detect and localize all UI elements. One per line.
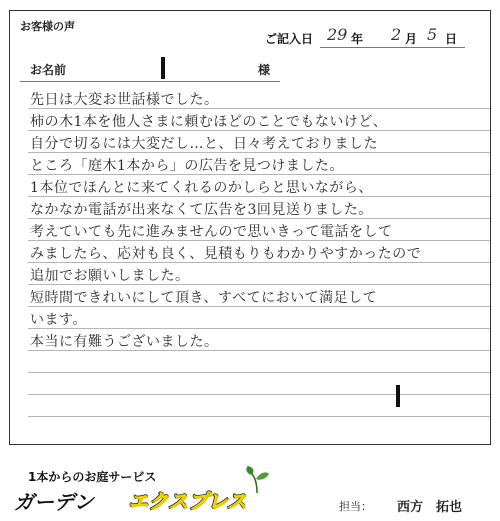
letter-line: 短時間できれいにして頂き、すべてにおいて満足して bbox=[30, 290, 378, 306]
letter-line: 1本位でほんとに来てくれるのかしらと思いながら、 bbox=[30, 180, 373, 196]
staff-name: 西方 拓也 bbox=[397, 500, 463, 515]
name-suffix: 様 bbox=[258, 63, 271, 77]
letter-line: ところ「庭木1本から」の広告を見つけました。 bbox=[30, 158, 344, 174]
letter-line: 先日は大変お世話様でした。 bbox=[30, 92, 219, 108]
brand-name-express-text: エクスプレス bbox=[128, 489, 247, 513]
date-underline bbox=[320, 47, 465, 48]
testimonial-card bbox=[9, 10, 491, 445]
letter-line: みましたら、応対も良く、見積もりもわかりやすかったので bbox=[30, 246, 422, 262]
name-redaction-bar bbox=[161, 57, 165, 79]
letter-line: 柿の木1本を他人さまに頼むほどのことでもないけど、 bbox=[30, 114, 388, 130]
date-year-unit: 年 bbox=[351, 32, 364, 46]
date-label: ご記入日 bbox=[265, 32, 314, 46]
date-field bbox=[265, 25, 465, 49]
date-year: 29 bbox=[327, 25, 348, 44]
ruled-line bbox=[28, 328, 490, 329]
date-month: 2 bbox=[391, 25, 402, 44]
letter-line: 追加でお願いしました。 bbox=[30, 268, 190, 284]
ruled-line bbox=[28, 394, 490, 395]
letter-line: 本当に有難うございました。 bbox=[30, 334, 219, 350]
company-footer bbox=[0, 450, 500, 521]
name-label: お名前 bbox=[30, 63, 67, 77]
date-day: 5 bbox=[427, 25, 438, 44]
date-day-unit: 日 bbox=[445, 32, 458, 46]
letter-line: なかなか電話が出来なくて広告を3回見送りました。 bbox=[30, 202, 373, 218]
card-title: お客様の声 bbox=[20, 20, 75, 33]
name-field bbox=[20, 57, 280, 81]
ruled-line bbox=[28, 372, 490, 373]
date-month-unit: 月 bbox=[405, 32, 418, 46]
signature-redaction-bar bbox=[396, 385, 400, 407]
staff-label: 担当： bbox=[339, 500, 372, 513]
ruled-line bbox=[28, 416, 490, 417]
leaf-icon bbox=[244, 465, 270, 495]
letter-line: います。 bbox=[30, 312, 87, 328]
letter-line: 自分で切るには大変だし…と、日々考えておりました bbox=[30, 136, 378, 152]
company-tagline: 1本からのお庭サービス bbox=[28, 470, 157, 484]
brand-name-express bbox=[128, 485, 246, 514]
brand-name-garden: ガーデン bbox=[14, 490, 94, 514]
name-underline bbox=[20, 81, 280, 82]
letter-line: 考えていても先に進みませんので思いきって電話をして bbox=[30, 224, 393, 240]
